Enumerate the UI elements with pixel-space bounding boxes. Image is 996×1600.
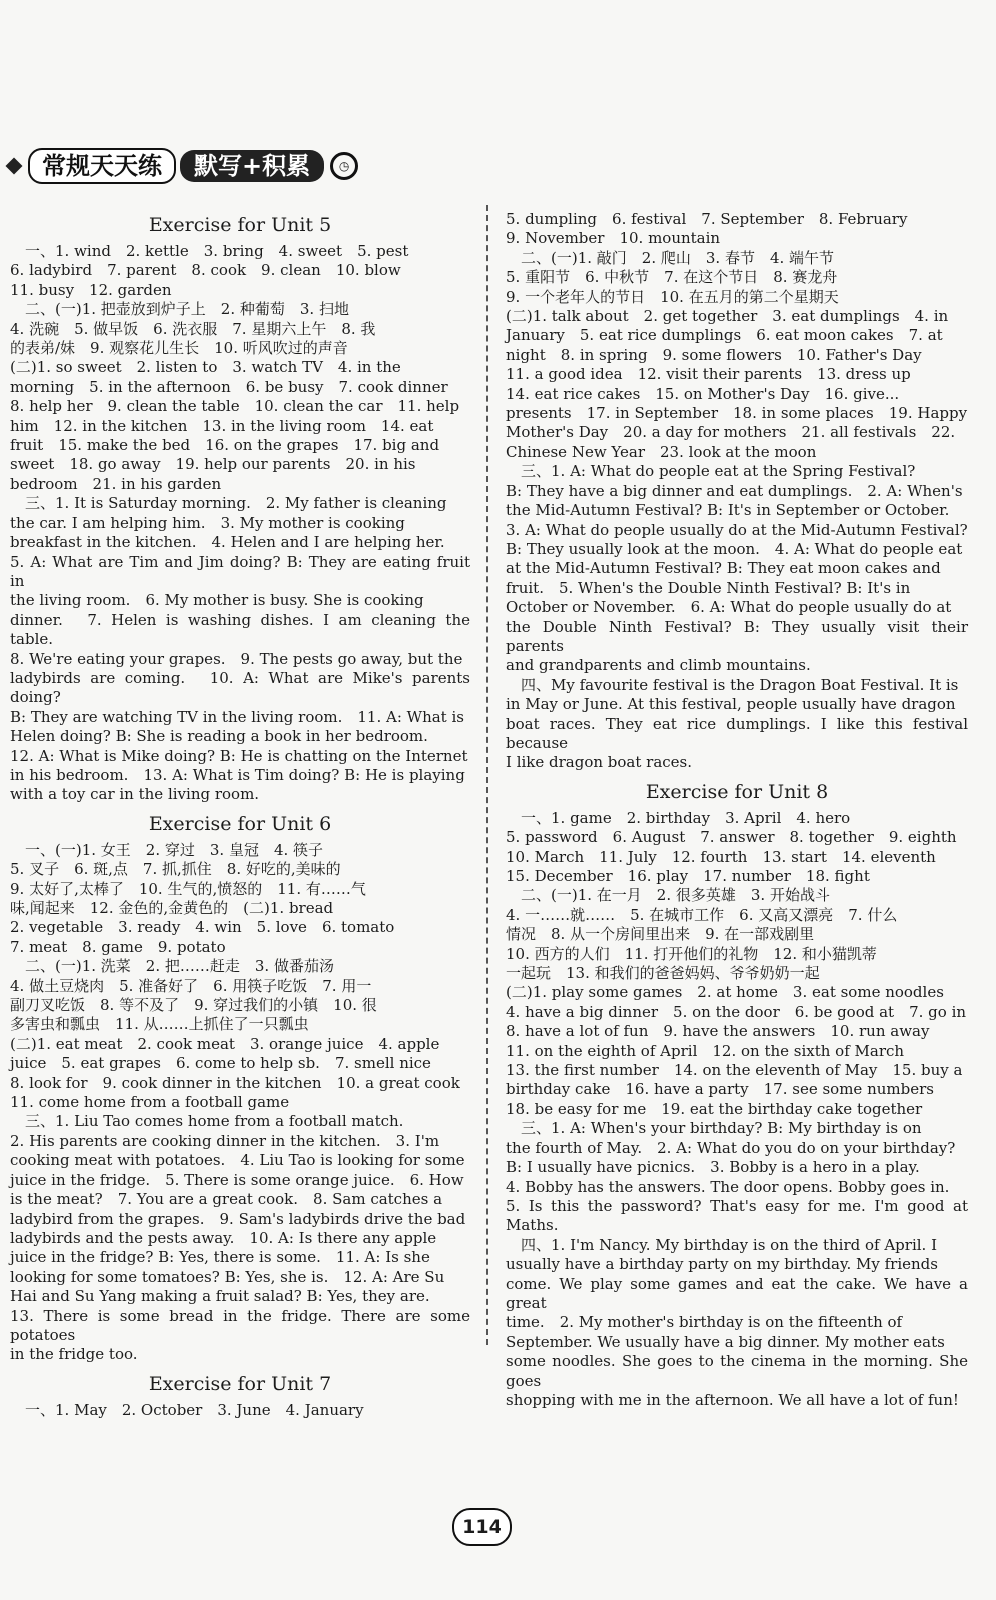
answer-line: 9. 一个老年人的节日 10. 在五月的第二个星期天 (506, 287, 839, 306)
answer-line: morning 5. in the afternoon 6. be busy 7. cook dinner (10, 377, 448, 396)
answer-line: presents 17. in September 18. in some places 19. Happy (506, 404, 968, 423)
answer-line: 6. ladybird 7. parent 8. cook 9. clean 10. blow (10, 261, 401, 280)
answer-line: 5. 叉子 6. 斑,点 7. 抓,抓住 8. 好吃的,美味的 (10, 860, 341, 879)
answer-line: 12. A: What is Mike doing? B: He is chatting on the Internet (10, 746, 468, 765)
answer-line: 一、(一)1. 女王 2. 穿过 3. 皇冠 4. 筷子 (10, 840, 324, 859)
answer-line: boat races. They eat rice dumplings. I like this festival because (506, 714, 968, 752)
answer-line: 一起玩 13. 和我们的爸爸妈妈、爷爷奶奶一起 (506, 964, 820, 983)
answer-line: him 12. in the kitchen 13. in the living room 14. eat (10, 416, 434, 435)
answer-line: 副刀叉吃饭 8. 等不及了 9. 穿过我们的小镇 10. 很 (10, 996, 377, 1015)
answer-line: juice 5. eat grapes 6. come to help sb. 7. smell nice (10, 1054, 431, 1073)
answer-line: January 5. eat rice dumplings 6. eat moon cakes 7. at (506, 326, 943, 345)
answer-line: 9. 太好了,太棒了 10. 生气的,愤怒的 11. 有……气 (10, 879, 366, 898)
answer-line: 多害虫和瓢虫 11. 从……上抓住了一只瓢虫 (10, 1015, 309, 1034)
answer-line: the fourth of May. 2. A: What do you do on your birthday? (506, 1138, 956, 1157)
answer-line: and grandparents and climb mountains. (506, 656, 811, 675)
answer-line: 13. the first number 14. on the eleventh of May 15. buy a (506, 1061, 963, 1080)
answer-line: the Mid-Autumn Festival? B: It's in September or October. (506, 501, 950, 520)
answer-line: 8. have a lot of fun 9. have the answers 10. run away (506, 1022, 930, 1041)
answer-line: B: They usually look at the moon. 4. A: What do people eat (506, 539, 963, 558)
answer-line: 二、(一)1. 在一月 2. 很多英雄 3. 开始战斗 (506, 886, 830, 905)
answer-line: (二)1. talk about 2. get together 3. eat dumplings 4. in (506, 307, 949, 326)
answer-line: usually have a birthday party on my birthday. My friends (506, 1255, 938, 1274)
answer-line: birthday cake 16. have a party 17. see some numbers (506, 1080, 934, 1099)
answer-line: 2. vegetable 3. ready 4. win 5. love 6. tomato (10, 918, 395, 937)
answer-line: 11. a good idea 12. visit their parents 13. dress up (506, 365, 911, 384)
answer-line: 一、1. May 2. October 3. June 4. January (10, 1400, 364, 1419)
answer-line: Helen doing? B: She is reading a book in her bedroom. (10, 727, 428, 746)
answer-line: the Double Ninth Festival? B: They usually visit their parents (506, 617, 968, 655)
answer-line: 二、(一)1. 洗菜 2. 把……赶走 3. 做番茄汤 (10, 957, 334, 976)
answer-line: 10. March 11. July 12. fourth 13. start 14. eleventh (506, 847, 936, 866)
answer-line: 4. 做土豆烧肉 5. 准备好了 6. 用筷子吃饭 7. 用一 (10, 976, 372, 995)
left-column (10, 210, 470, 1420)
answer-line: 二、(一)1. 敲门 2. 爬山 3. 春节 4. 端午节 (506, 248, 835, 267)
answer-line: some noodles. She goes to the cinema in the morning. She goes (506, 1352, 968, 1390)
answer-line: 10. 西方的人们 11. 打开他们的礼物 12. 和小猫凯蒂 (506, 944, 877, 963)
answer-line: October or November. 6. A: What do people usually do at (506, 598, 952, 617)
answer-line: 一、1. game 2. birthday 3. April 4. hero (506, 808, 851, 827)
answer-line: (二)1. play some games 2. at home 3. eat some noodles (506, 983, 944, 1002)
answer-line: at the Mid-Autumn Festival? B: They eat moon cakes and (506, 559, 941, 578)
answer-line: 三、1. Liu Tao comes home from a football match. (10, 1112, 404, 1131)
answer-line: 一、1. wind 2. kettle 3. bring 4. sweet 5. pest (10, 242, 409, 260)
answer-line: night 8. in spring 9. some flowers 10. Father's Day (506, 345, 922, 364)
answer-line: dinner. 7. Helen is washing dishes. I am cleaning the table. (10, 610, 470, 649)
answer-line: 4. have a big dinner 5. on the door 6. be good at 7. go in (506, 1002, 967, 1021)
answer-line: in his bedroom. 13. A: What is Tim doing? B: He is playing (10, 765, 465, 784)
answer-line: 9. November 10. mountain (506, 229, 721, 248)
answer-line: 5. A: What are Tim and Jim doing? B: They are eating fruit in (10, 552, 470, 590)
answer-line: 8. look for 9. cook dinner in the kitchen 10. a great cook (10, 1073, 460, 1092)
answer-line: 5. password 6. August 7. answer 8. together 9. eighth (506, 828, 957, 847)
answer-line: 四、My favourite festival is the Dragon Boat Festival. It is (506, 675, 959, 694)
answer-line: 18. be easy for me 19. eat the birthday cake together (506, 1099, 923, 1118)
answer-line: 11. busy 12. garden (10, 280, 172, 299)
answer-line: ladybirds are coming. 10. A: What are Mike's parents doing? (10, 668, 470, 707)
answer-line: juice in the fridge? B: Yes, there is some. 11. A: Is she (10, 1248, 430, 1267)
clock-icon: ◷ (330, 152, 358, 180)
column-divider (486, 205, 488, 1345)
answer-line: 三、1. A: What do people eat at the Spring Festival? (506, 462, 916, 481)
answer-line: shopping with me in the afternoon. We all have a lot of fun! (506, 1390, 959, 1409)
answer-line: fruit. 5. When's the Double Ninth Festival? B: It's in (506, 578, 911, 597)
answer-line: juice in the fridge. 5. There is some orange juice. 6. How (10, 1170, 464, 1189)
answer-line: 情况 8. 从一个房间里出来 9. 在一部戏剧里 (506, 925, 815, 944)
banner-sub-title: 默写+积累 (180, 150, 324, 182)
diamond-icon (6, 158, 23, 175)
unit-title: Exercise for Unit 5 (148, 214, 332, 236)
answer-line: 三、1. A: When's your birthday? B: My birthday is on (506, 1119, 922, 1138)
answer-line: 三、1. It is Saturday morning. 2. My father is cleaning (10, 494, 447, 513)
answer-line: 11. come home from a football game (10, 1093, 290, 1112)
answer-line: 8. We're eating your grapes. 9. The pests go away, but the (10, 649, 463, 668)
answer-line: 3. A: What do people usually do at the Mid-Autumn Festival? (506, 520, 968, 539)
answer-line: ladybirds and the pests away. 10. A: Is there any apple (10, 1228, 437, 1247)
answer-line: 的表弟/妹 9. 观察花儿生长 10. 听风吹过的声音 (10, 339, 348, 358)
answer-line: breakfast in the kitchen. 4. Helen and I are helping her. (10, 533, 445, 552)
answer-line: B: They are watching TV in the living room. 11. A: What is (10, 707, 464, 726)
answer-line: 11. on the eighth of April 12. on the sixth of March (506, 1041, 905, 1060)
answer-line: 5. dumpling 6. festival 7. September 8. February (506, 210, 908, 228)
answer-line: 8. help her 9. clean the table 10. clean the car 11. help (10, 397, 460, 416)
answer-line: (二)1. eat meat 2. cook meat 3. orange juice 4. apple (10, 1034, 440, 1053)
answer-line: 二、(一)1. 把壶放到炉子上 2. 种葡萄 3. 扫地 (10, 300, 349, 319)
answer-line: is the meat? 7. You are a great cook. 8. Sam catches a (10, 1190, 443, 1209)
answer-line: fruit 15. make the bed 16. on the grapes 17. big and (10, 436, 440, 455)
answer-line: 13. There is some bread in the fridge. There are some potatoes (10, 1306, 470, 1344)
answer-line: Chinese New Year 23. look at the moon (506, 442, 817, 461)
banner-main-title: 常规天天练 (28, 148, 176, 184)
answer-line: September. We usually have a big dinner. My mother eats (506, 1332, 945, 1351)
answer-line: bedroom 21. in his garden (10, 474, 222, 493)
answer-line: sweet 18. go away 19. help our parents 20. in his (10, 455, 416, 474)
answer-line: in May or June. At this festival, people usually have dragon (506, 695, 956, 714)
answer-line: 14. eat rice cakes 15. on Mother's Day 16. give... (506, 384, 900, 403)
answer-line: 15. December 16. play 17. number 18. fight (506, 867, 870, 885)
answer-line: 2. His parents are cooking dinner in the kitchen. 3. I'm (10, 1131, 440, 1150)
answer-line: 5. Is this the password? That's easy for me. I'm good at Maths. (506, 1196, 968, 1235)
page-number: 114 (452, 1508, 512, 1546)
right-column (506, 210, 968, 1410)
unit-title: Exercise for Unit 8 (645, 780, 829, 803)
answer-line: looking for some tomatoes? B: Yes, she is. 12. A: Are Su (10, 1267, 445, 1286)
answer-line: 4. 一……就…… 5. 在城市工作 6. 又高又漂亮 7. 什么 (506, 905, 898, 924)
answer-line: B: I usually have picnics. 3. Bobby is a hero in a play. (506, 1158, 920, 1177)
answer-line: B: They have a big dinner and eat dumplings. 2. A: When's (506, 481, 963, 500)
answer-line: (二)1. so sweet 2. listen to 3. watch TV 4. in the (10, 358, 401, 377)
answer-line: 四、1. I'm Nancy. My birthday is on the third of April. I (506, 1235, 938, 1254)
answer-line: 味,闻起来 12. 金色的,金黄色的 (二)1. bread (10, 899, 334, 917)
unit-title: Exercise for Unit 6 (148, 812, 332, 835)
answer-line: 4. Bobby has the answers. The door opens. Bobby goes in. (506, 1177, 950, 1196)
answer-line: time. 2. My mother's birthday is on the fifteenth of (506, 1313, 903, 1332)
answer-line: Mother's Day 20. a day for mothers 21. all festivals 22. (506, 423, 956, 442)
answer-line: 7. meat 8. game 9. potato (10, 937, 226, 956)
answer-line: 5. 重阳节 6. 中秋节 7. 在这个节日 8. 赛龙舟 (506, 268, 838, 287)
answer-line: the living room. 6. My mother is busy. She is cooking (10, 591, 424, 610)
answer-line: 4. 洗碗 5. 做早饭 6. 洗衣服 7. 星期六上午 8. 我 (10, 319, 376, 338)
answer-line: with a toy car in the living room. (10, 785, 260, 804)
answer-line: come. We play some games and eat the cake. We have a great (506, 1274, 968, 1312)
section-banner (8, 148, 358, 184)
answer-line: the car. I am helping him. 3. My mother is cooking (10, 513, 405, 532)
answer-line: in the fridge too. (10, 1345, 138, 1364)
answer-line: I like dragon boat races. (506, 753, 693, 772)
answer-line: Hai and Su Yang making a fruit salad? B: Yes, they are. (10, 1287, 430, 1306)
answer-line: cooking meat with potatoes. 4. Liu Tao is looking for some (10, 1151, 465, 1170)
answer-line: ladybird from the grapes. 9. Sam's ladybirds drive the bad (10, 1209, 466, 1228)
unit-title: Exercise for Unit 7 (148, 1372, 332, 1395)
